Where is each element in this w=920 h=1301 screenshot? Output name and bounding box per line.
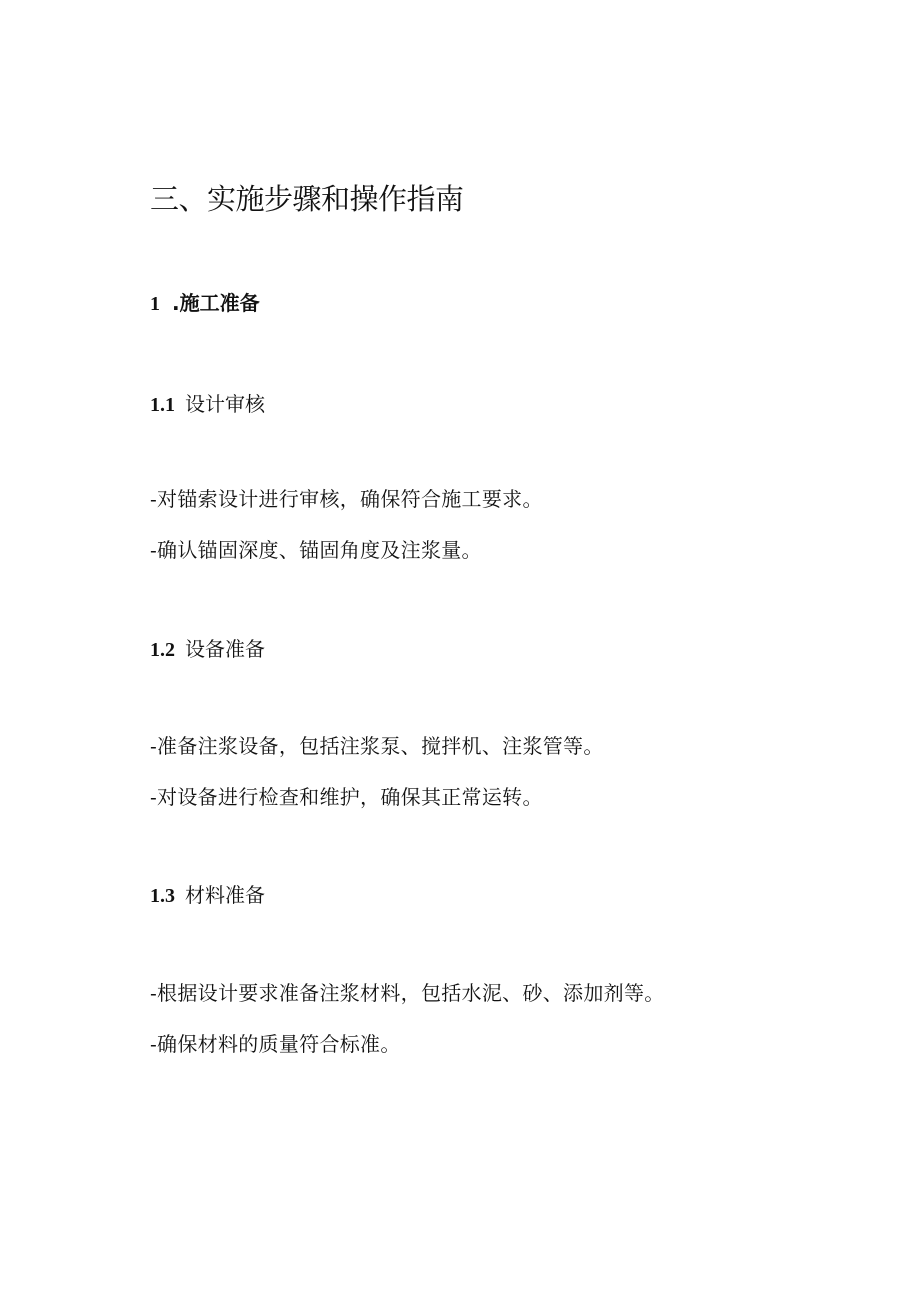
subsection-heading-design-review <box>150 392 265 417</box>
list-item: -对锚索设计进行审核，确保符合施工要求。 <box>150 487 543 511</box>
list-item: -确保材料的质量符合标准。 <box>150 1032 401 1056</box>
list-item: -确认锚固深度、锚固角度及注浆量。 <box>150 538 482 562</box>
section-number: 1 <box>150 293 160 315</box>
subsection-label: 设备准备 <box>185 637 265 661</box>
page-title: 三、实施步骤和操作指南 <box>150 182 464 216</box>
subsection-label: 材料准备 <box>185 883 265 907</box>
subsection-number: 1.2 <box>150 639 175 661</box>
subsection-label: 设计审核 <box>185 392 265 416</box>
subsection-number: 1.3 <box>150 885 175 907</box>
list-item: -根据设计要求准备注浆材料，包括水泥、砂、添加剂等。 <box>150 981 665 1005</box>
subsection-heading-materials <box>150 883 265 908</box>
subsection-number: 1.1 <box>150 394 175 416</box>
list-item: -准备注浆设备，包括注浆泵、搅拌机、注浆管等。 <box>150 734 604 758</box>
section-label: .施工准备 <box>172 291 260 315</box>
list-item: -对设备进行检查和维护，确保其正常运转。 <box>150 785 543 809</box>
section-heading <box>150 291 260 316</box>
subsection-heading-equipment <box>150 637 265 662</box>
